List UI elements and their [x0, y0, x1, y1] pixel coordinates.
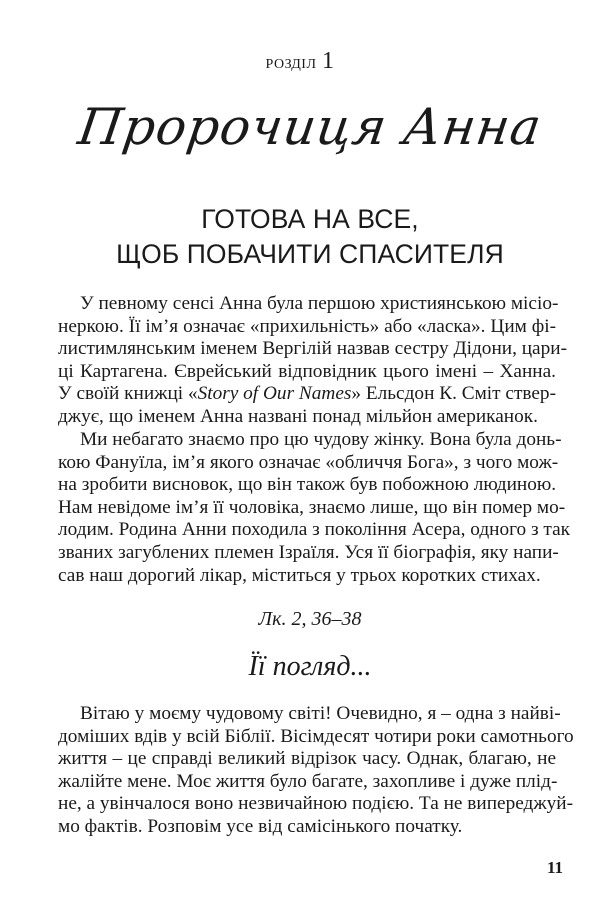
- subtitle-line-2: ЩОБ ПОБАЧИТИ СПАСИТЕЛЯ: [116, 239, 504, 269]
- text-line: Ми небагато знаємо про цю чудову жінку. Вона була донь-: [80, 429, 562, 450]
- text-line: на зробити висновок, що він також був побожною людиною.: [58, 474, 557, 496]
- text-line: життя – це справді великий відрізок часу. Однак, благаю, не: [58, 748, 556, 770]
- chapter-title: Пророчиця Анна: [74, 98, 546, 156]
- chapter-label: [0, 48, 600, 75]
- book-title-italic: Story of Our Names: [197, 383, 352, 405]
- chapter-subtitle: [0, 202, 600, 272]
- text-line: [58, 383, 556, 406]
- text-line: У певному сенсі Анна була першою християнською місіо-: [80, 293, 559, 314]
- text-line: Вітаю у моєму чудовому світі! Очевидно, я – одна з найві-: [80, 703, 561, 724]
- text-fragment: У своїй книжці «: [58, 383, 198, 405]
- text-line: Нам невідоме ім’я її чоловіка, знаємо лише, що він помер мо-: [58, 496, 566, 518]
- text-line: званих загублених племен Ізраїля. Уся її біографія, яку напи-: [58, 541, 559, 563]
- text-line: не, а увінчалося воно незвичайною подією. Та не випереджуй-: [58, 793, 574, 815]
- paragraph-intro: [58, 293, 567, 429]
- page-number: 11: [546, 858, 564, 877]
- text-line: ці Картагена. Єврейський відповідник цього імені – Ханна.: [58, 360, 556, 382]
- scripture-reference: Лк. 2, 36–38: [258, 608, 362, 630]
- paragraph-monologue: [58, 703, 574, 839]
- text-line: жалійте мене. Моє життя було багате, захопливе і дуже плід-: [58, 770, 558, 792]
- text-line: лодим. Родина Анни походила з покоління Асера, одного з так: [58, 519, 571, 541]
- subtitle-line-1: ГОТОВА НА ВСЕ,: [201, 204, 419, 234]
- chapter-word: розділ: [265, 51, 317, 73]
- text-line: листимлянським іменем Вергілій назвав сестру Дідони, цари-: [58, 338, 567, 360]
- text-line: доміших вдів у всій Біблії. Вісімдесят чотири роки самотнього: [58, 725, 574, 747]
- text-line: джує, що іменем Анна названі понад мільйон американок.: [58, 405, 538, 427]
- chapter-number: 1: [321, 48, 335, 74]
- text-line: неркою. Її ім’я означає «прихильність» або «ласка». Цим фі-: [58, 315, 556, 337]
- text-line: сав наш дорогий лікар, міститься у трьох коротких стихах.: [58, 564, 541, 586]
- paragraph-biography: [58, 429, 571, 587]
- section-heading: Її погляд...: [248, 651, 372, 682]
- text-line: кою Фануїла, ім’я якого означає «обличчя Бога», з чого мож-: [58, 451, 559, 473]
- text-fragment: » Ельсдон К. Сміт ствер-: [351, 383, 556, 405]
- text-line: мо фактів. Розповім усе від самісінького початку.: [58, 815, 463, 837]
